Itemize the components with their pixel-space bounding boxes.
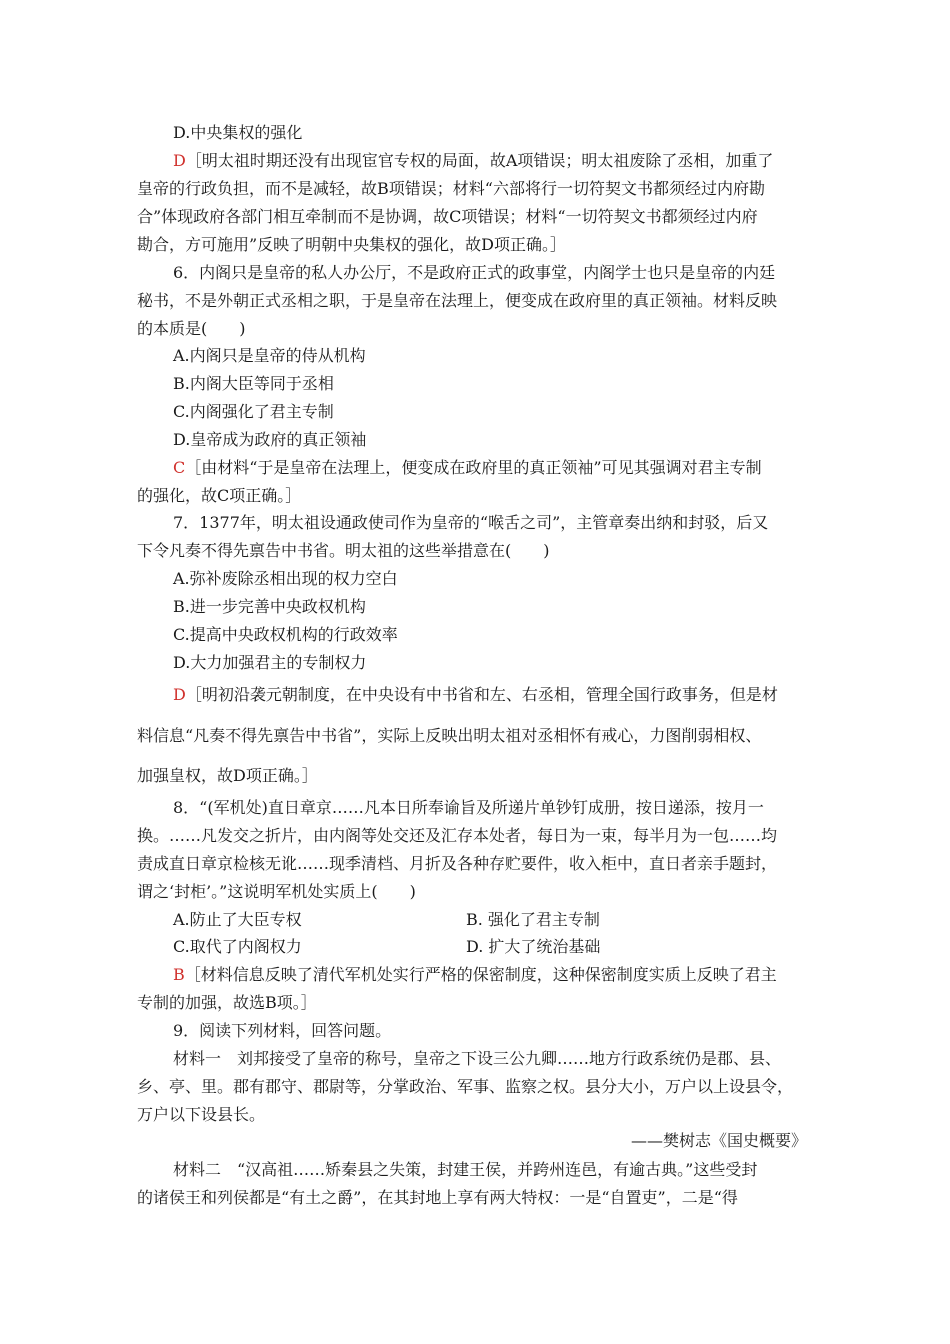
q6-option-a: A.内阁只是皇帝的侍从机构 xyxy=(173,346,366,365)
q7-option-c: C.提高中央政权机构的行政效率 xyxy=(173,625,398,644)
q8-option-d: D. 扩大了统治基础 xyxy=(466,937,601,956)
q9-material-one-source: ——樊树志《国史概要》 xyxy=(630,1131,807,1150)
q9-material-one-line: 乡、亭、里。郡有郡守、郡尉等，分掌政治、军事、监察之权。县分大小，万户以上设县令， xyxy=(137,1077,794,1096)
q5-explanation-line: 皇帝的行政负担，而不是减轻，故B项错误；材料“六部将行一切符契文书都须经过内府勘 xyxy=(137,179,765,198)
q7-explanation-line: 料信息“凡奏不得先禀告中书省”，实际上反映出明太祖对丞相怀有戒心，力图削弱相权、 xyxy=(137,726,762,745)
q9-material-two-line: 材料二 “汉高祖……矫秦县之失策，封建王侯，并跨州连邑，有逾古典。”这些受封 xyxy=(173,1160,758,1179)
q8-stem-line: 8．“(军机处)直日章京……凡本日所奉谕旨及所递片单钞钉成册，按日递添，按月一 xyxy=(173,798,764,817)
q7-option-a: A.弥补废除丞相出现的权力空白 xyxy=(173,569,398,588)
q7-option-b: B.进一步完善中央政权机构 xyxy=(173,597,366,616)
q6-option-b: B.内阁大臣等同于丞相 xyxy=(173,374,334,393)
q5-explanation-line: 勘合，方可施用”反映了明朝中央集权的强化，故D项正确。］ xyxy=(137,235,567,254)
q5-option-d: D.中央集权的强化 xyxy=(173,123,303,142)
q6-explanation-line: 的强化，故C项正确。］ xyxy=(137,486,302,505)
q6-stem-line: 的本质是( ) xyxy=(137,319,246,338)
q7-stem-line: 下令凡奏不得先禀告中书省。明太祖的这些举措意在( ) xyxy=(137,541,550,560)
q5-explanation-line: D［明太祖时期还没有出现宦官专权的局面，故A项错误；明太祖废除了丞相，加重了 xyxy=(173,151,774,170)
q6-answer-letter: C xyxy=(173,458,186,477)
q9-material-one-line: 万户以下设县长。 xyxy=(137,1105,266,1124)
q7-explanation-line: 加强皇权，故D项正确。］ xyxy=(137,766,318,785)
q5-explanation-line: 合”体现政府各部门相互牵制而不是协调，故C项错误；材料“一切符契文书都须经过内府 xyxy=(137,207,758,226)
q8-stem-line: 责成直日章京检核无讹……现季清档、月折及各种存贮要件，收入柜中，直日者亲手题封， xyxy=(137,854,778,873)
q9-stem: 9．阅读下列材料，回答问题。 xyxy=(173,1021,392,1040)
q9-material-two-line: 的诸侯王和列侯都是“有土之爵”，在其封地上享有两大特权：一是“自置吏”，二是“得 xyxy=(137,1188,738,1207)
q6-stem-line: 秘书，不是外朝正式丞相之职，于是皇帝在法理上，便变成在政府里的真正领袖。材料反映 xyxy=(137,291,778,310)
q9-material-one-line: 材料一 刘邦接受了皇帝的称号，皇帝之下设三公九卿……地方行政系统仍是郡、县、 xyxy=(173,1049,782,1068)
q8-option-b: B. 强化了君主专制 xyxy=(466,910,600,929)
q8-explanation-line: B［材料信息反映了清代军机处实行严格的保密制度，这种保密制度实质上反映了君主 xyxy=(173,965,777,984)
q7-answer-letter: D xyxy=(173,685,186,704)
q6-option-c: C.内阁强化了君主专制 xyxy=(173,402,334,421)
q6-stem-line: 6．内阁只是皇帝的私人办公厅，不是政府正式的政事堂，内阁学士也只是皇帝的内廷 xyxy=(173,263,776,282)
q8-answer-letter: B xyxy=(173,965,185,984)
q7-explanation-line: D［明初沿袭元朝制度，在中央设有中书省和左、右丞相，管理全国行政事务，但是材 xyxy=(173,685,778,704)
q8-stem-line: 换。……凡发交之折片，由内阁等处交还及汇存本处者，每日为一束，每半月为一包……均 xyxy=(137,826,778,845)
q5-answer-letter: D xyxy=(173,151,186,170)
q8-explanation-line: 专制的加强，故选B项。］ xyxy=(137,993,317,1012)
q6-explanation-line: C［由材料“于是皇帝在法理上，便变成在政府里的真正领袖”可见其强调对君主专制 xyxy=(173,458,762,477)
q6-option-d: D.皇帝成为政府的真正领袖 xyxy=(173,430,367,449)
q8-option-c: C.取代了内阁权力 xyxy=(173,937,302,956)
q8-stem-line: 谓之‘封柜’。”这说明军机处实质上( ) xyxy=(137,882,416,901)
q7-stem-line: 7．1377年，明太祖设通政使司作为皇帝的“喉舌之司”，主管章奏出纳和封驳，后又 xyxy=(173,513,769,532)
q7-option-d: D.大力加强君主的专制权力 xyxy=(173,653,367,672)
q8-option-a: A.防止了大臣专权 xyxy=(173,910,302,929)
